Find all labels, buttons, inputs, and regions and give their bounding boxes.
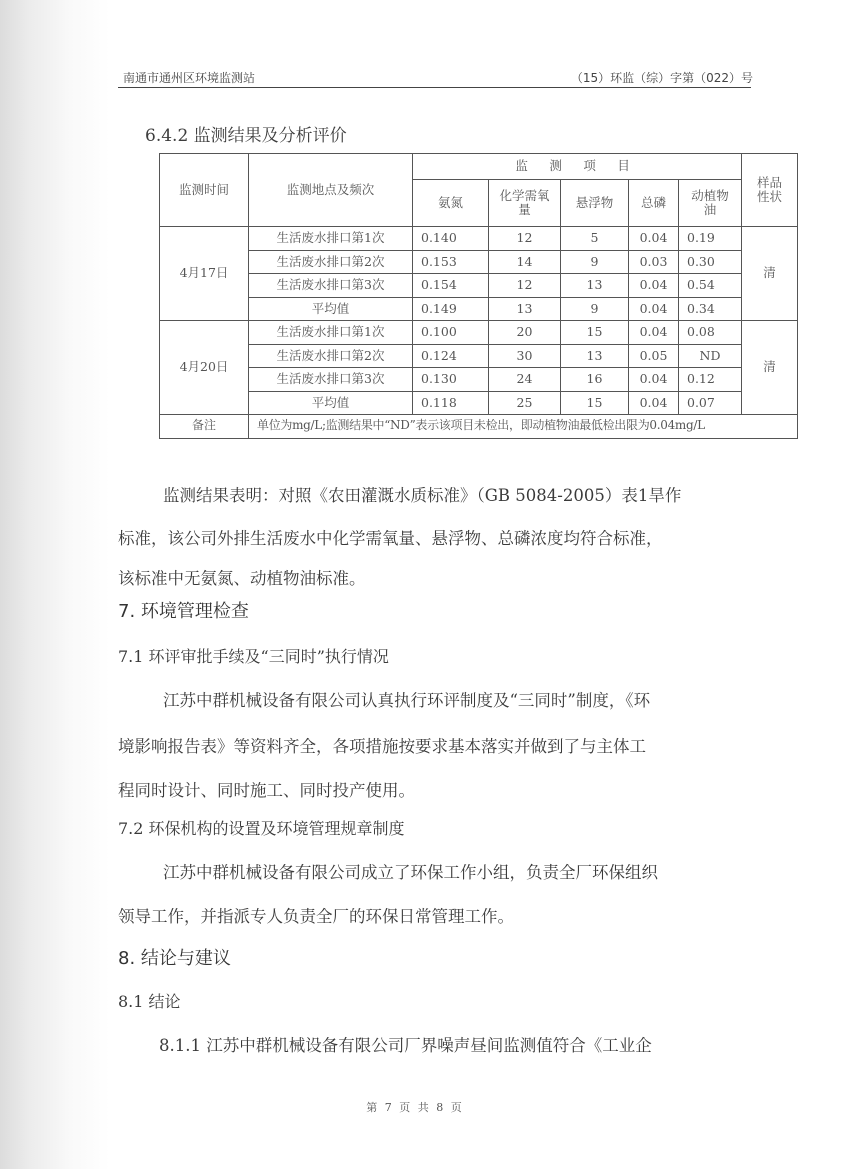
paragraph-line: 江苏中群机械设备有限公司认真执行环评制度及“三同时”制度，《环 xyxy=(163,691,651,710)
value-cell: 0.19 xyxy=(679,227,742,251)
table-row xyxy=(160,321,798,345)
value-cell: 15 xyxy=(561,391,629,415)
paragraph-line: 监测结果表明：对照《农田灌溉水质标准》（GB 5084-2005）表1旱作 xyxy=(163,486,682,505)
site-cell: 平均值 xyxy=(249,391,413,415)
col-header-time: 监测时间 xyxy=(160,154,249,227)
site-cell: 生活废水排口第2次 xyxy=(249,250,413,274)
paragraph-line: 标准，该公司外排生活废水中化学需氧量、悬浮物、总磷浓度均符合标准， xyxy=(118,529,663,548)
value-cell: 5 xyxy=(561,227,629,251)
value-cell: 12 xyxy=(489,274,561,298)
item-header: 氨氮 xyxy=(413,180,489,227)
value-cell: 0.130 xyxy=(413,368,489,392)
sample-state-cell: 清 xyxy=(742,321,798,415)
value-cell: 0.153 xyxy=(413,250,489,274)
site-cell: 生活废水排口第3次 xyxy=(249,368,413,392)
col-header-sample: 样品性状 xyxy=(742,154,798,227)
date-cell: 4月17日 xyxy=(160,227,249,321)
table-row-average xyxy=(160,297,798,321)
value-cell: 9 xyxy=(561,250,629,274)
value-cell: 0.140 xyxy=(413,227,489,251)
item-header: 总磷 xyxy=(629,180,679,227)
value-cell: 0.04 xyxy=(629,368,679,392)
value-cell: 12 xyxy=(489,227,561,251)
value-cell: 20 xyxy=(489,321,561,345)
value-cell: 24 xyxy=(489,368,561,392)
value-cell: 0.05 xyxy=(629,344,679,368)
site-cell: 生活废水排口第1次 xyxy=(249,321,413,345)
table-row xyxy=(160,227,798,251)
header-organization: 南通市通州区环境监测站 xyxy=(123,71,256,85)
value-cell: 0.12 xyxy=(679,368,742,392)
value-cell: 0.34 xyxy=(679,297,742,321)
value-cell: 14 xyxy=(489,250,561,274)
table-row xyxy=(160,368,798,392)
paragraph-line: 该标准中无氨氮、动植物油标准。 xyxy=(118,569,366,588)
site-cell: 生活废水排口第1次 xyxy=(249,227,413,251)
value-cell: 16 xyxy=(561,368,629,392)
site-cell: 生活废水排口第3次 xyxy=(249,274,413,298)
value-cell: 9 xyxy=(561,297,629,321)
value-cell: 0.100 xyxy=(413,321,489,345)
section-heading-6-4-2: 6.4.2 监测结果及分析评价 xyxy=(145,126,347,146)
value-cell: 13 xyxy=(561,274,629,298)
table-note-row xyxy=(160,415,798,439)
value-cell: 0.04 xyxy=(629,274,679,298)
paragraph-line: 境影响报告表》等资料齐全，各项措施按要求基本落实并做到了与主体工 xyxy=(118,737,646,756)
value-cell: 30 xyxy=(489,344,561,368)
sample-state-cell: 清 xyxy=(742,227,798,321)
value-cell: 0.04 xyxy=(629,297,679,321)
value-cell: 13 xyxy=(561,344,629,368)
value-cell: 0.07 xyxy=(679,391,742,415)
value-cell: 0.04 xyxy=(629,227,679,251)
value-cell: 0.08 xyxy=(679,321,742,345)
value-cell: 0.04 xyxy=(629,391,679,415)
section-heading-8: 8. 结论与建议 xyxy=(118,948,231,969)
paragraph-line: 程同时设计、同时施工、同时投产使用。 xyxy=(118,781,415,800)
value-cell: 0.149 xyxy=(413,297,489,321)
item-header: 悬浮物 xyxy=(561,180,629,227)
value-cell: 0.04 xyxy=(629,321,679,345)
section-heading-8-1: 8.1 结论 xyxy=(118,992,181,1011)
item-header: 动植物油 xyxy=(679,180,742,227)
section-heading-7: 7. 环境管理检查 xyxy=(118,601,249,622)
value-cell: 0.118 xyxy=(413,391,489,415)
page-footer: 第 7 页 共 8 页 xyxy=(366,1101,464,1114)
table-row xyxy=(160,250,798,274)
paragraph-line: 8.1.1 江苏中群机械设备有限公司厂界噪声昼间监测值符合《工业企 xyxy=(159,1036,652,1055)
value-cell: 25 xyxy=(489,391,561,415)
col-header-site: 监测地点及频次 xyxy=(249,154,413,227)
section-heading-7-2: 7.2 环保机构的设置及环境管理规章制度 xyxy=(118,819,405,838)
value-cell: 13 xyxy=(489,297,561,321)
date-cell: 4月20日 xyxy=(160,321,249,415)
value-cell: 0.54 xyxy=(679,274,742,298)
header-doc-number: （15）环监（综）字第（022）号 xyxy=(570,71,753,85)
value-cell: 0.30 xyxy=(679,250,742,274)
paragraph-line: 领导工作，并指派专人负责全厂的环保日常管理工作。 xyxy=(118,907,514,926)
header-divider xyxy=(118,87,751,88)
value-cell: 0.124 xyxy=(413,344,489,368)
value-cell: 0.03 xyxy=(629,250,679,274)
item-header: 化学需氧量 xyxy=(489,180,561,227)
table-row-average xyxy=(160,391,798,415)
table-row xyxy=(160,344,798,368)
value-cell: ND xyxy=(679,344,742,368)
table-row xyxy=(160,274,798,298)
site-cell: 平均值 xyxy=(249,297,413,321)
note-label: 备注 xyxy=(160,415,249,439)
section-heading-7-1: 7.1 环评审批手续及“三同时”执行情况 xyxy=(118,647,389,666)
monitoring-results-table xyxy=(159,153,798,439)
value-cell: 0.154 xyxy=(413,274,489,298)
paragraph-line: 江苏中群机械设备有限公司成立了环保工作小组，负责全厂环保组织 xyxy=(163,863,658,882)
site-cell: 生活废水排口第2次 xyxy=(249,344,413,368)
col-header-items: 监 测 项 目 xyxy=(413,154,742,180)
note-text: 单位为mg/L;监测结果中“ND”表示该项目未检出，即动植物油最低检出限为0.04mg/L xyxy=(249,415,798,439)
value-cell: 15 xyxy=(561,321,629,345)
